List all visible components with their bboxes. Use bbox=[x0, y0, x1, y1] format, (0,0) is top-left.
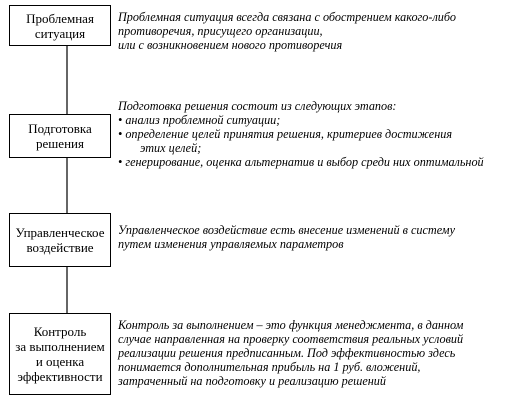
step-title-line: Подготовка bbox=[28, 121, 92, 136]
description-line: Проблемная ситуация всегда связана с обострением какого-либо bbox=[118, 10, 456, 24]
description-line: • определение целей принятия решения, критериев достижения bbox=[118, 127, 453, 141]
step-box-problem-situation bbox=[9, 5, 111, 46]
step-description-management-impact bbox=[118, 223, 455, 251]
description-line: случае направленная на проверку соответствия реальных условий bbox=[118, 332, 464, 346]
step-box-decision-preparation bbox=[9, 114, 111, 158]
description-line: понимается дополнительная прибыль на 1 руб. вложений, bbox=[118, 360, 421, 374]
description-line: • генерирование, оценка альтернатив и выбор среди них оптимальной bbox=[118, 155, 484, 169]
step-description-control-evaluation bbox=[118, 318, 463, 388]
step-description-problem-situation bbox=[118, 10, 456, 52]
step-title-line: решения bbox=[36, 136, 84, 151]
step-title-line: Управленческое bbox=[15, 225, 105, 240]
step-title-line: и оценка bbox=[35, 354, 85, 369]
step-title-line: Контроль bbox=[33, 324, 87, 339]
step-title-line: ситуация bbox=[34, 25, 86, 41]
description-line: Управленческое воздействие есть внесение изменений в систему bbox=[118, 223, 455, 237]
step-box-management-impact bbox=[9, 213, 111, 267]
description-line: реализации решения предписанным. Под эффективностью здесь bbox=[118, 346, 456, 360]
description-line: Контроль за выполнением – это функция менеджмента, в данном bbox=[118, 318, 464, 332]
step-title-line: воздействие bbox=[26, 240, 94, 255]
description-line: • анализ проблемной ситуации; bbox=[118, 113, 281, 127]
step-box-control-evaluation bbox=[9, 313, 111, 395]
description-line: или с возникновением нового противоречия bbox=[118, 38, 343, 52]
step-title-line: эффективности bbox=[17, 369, 103, 384]
description-line: затраченный на подготовку и реализацию решений bbox=[118, 374, 386, 388]
description-line: путем изменения управляемых параметров bbox=[118, 237, 344, 251]
step-title-line: Проблемная bbox=[26, 10, 94, 26]
description-line: Подготовка решения состоит из следующих этапов: bbox=[118, 99, 397, 113]
step-description-decision-preparation bbox=[118, 99, 484, 169]
step-title-line: за выполнением bbox=[15, 339, 105, 354]
description-line: противоречия, присущего организации, bbox=[118, 24, 323, 38]
description-line: этих целей; bbox=[140, 141, 202, 155]
